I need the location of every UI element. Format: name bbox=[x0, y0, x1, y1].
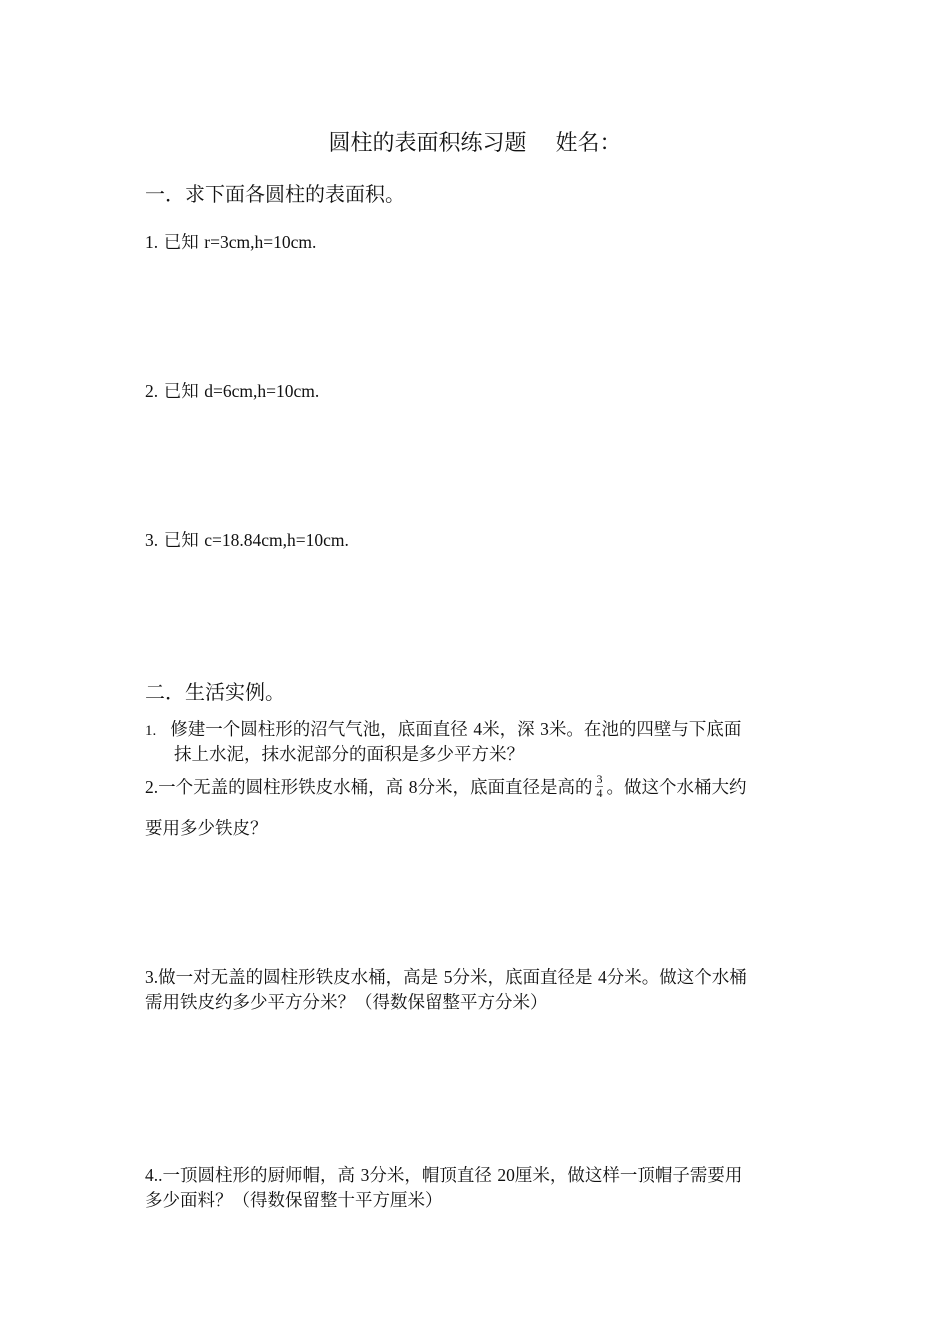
diameter-value: 4 bbox=[598, 967, 607, 987]
problem-text: 做一对无盖的圆柱形铁皮水桶，高是 bbox=[158, 968, 439, 988]
problem-4-line-1 bbox=[145, 1162, 742, 1187]
height-value: 5 bbox=[443, 967, 453, 987]
question-3 bbox=[145, 527, 349, 552]
problem-text: 米。在池的四壁与下底面 bbox=[548, 720, 742, 740]
problem-text: 米，深 bbox=[482, 720, 535, 740]
question-2 bbox=[145, 378, 319, 403]
problem-number: 3. bbox=[145, 967, 159, 987]
section-1-heading: 一．求下面各圆柱的表面积。 bbox=[145, 182, 405, 206]
question-given: r=3cm,h=10cm. bbox=[204, 232, 317, 252]
problem-number: 2. bbox=[145, 777, 159, 797]
problem-text: 分米，帽顶直径 bbox=[369, 1166, 492, 1186]
problem-number: 4.. bbox=[145, 1165, 163, 1185]
fraction-numerator: 3 bbox=[596, 771, 603, 786]
fraction bbox=[595, 773, 603, 800]
height-value: 8 bbox=[408, 777, 418, 797]
problem-3-line-1 bbox=[145, 964, 747, 989]
question-number: 2. bbox=[145, 381, 159, 401]
problem-text: 厘米，做这样一顶帽子需要用 bbox=[514, 1166, 743, 1186]
problem-number: 1. bbox=[145, 723, 157, 739]
diameter-value: 20 bbox=[497, 1165, 515, 1185]
question-prefix: 已知 bbox=[163, 382, 199, 402]
section-2-heading: 二．生活实例。 bbox=[145, 680, 285, 704]
problem-text: 修建一个圆柱形的沼气气池，底面直径 bbox=[170, 720, 468, 740]
problem-text: 分米，底面直径是 bbox=[452, 968, 593, 988]
question-number: 3. bbox=[145, 530, 159, 550]
problem-1-line-2: 抹上水泥，抹水泥部分的面积是多少平方米？ bbox=[174, 745, 524, 765]
problem-4-line-2: 多少面料？（得数保留整十平方厘米） bbox=[145, 1191, 443, 1211]
problem-2-line-2: 要用多少铁皮？ bbox=[145, 819, 268, 839]
problem-text: 一个无盖的圆柱形铁皮水桶，高 bbox=[158, 778, 404, 798]
page-title: 圆柱的表面积练习题 姓名： bbox=[328, 131, 622, 156]
problem-3-line-2: 需用铁皮约多少平方分米？（得数保留整平方分米） bbox=[145, 993, 548, 1013]
height-value: 3 bbox=[360, 1165, 370, 1185]
fraction-denominator: 4 bbox=[596, 785, 603, 800]
problem-text: 一顶圆柱形的厨师帽，高 bbox=[162, 1166, 355, 1186]
problem-1-line-1 bbox=[145, 716, 741, 741]
problem-2-line-1 bbox=[145, 771, 747, 802]
question-prefix: 已知 bbox=[163, 233, 199, 253]
problem-text: 分米，底面直径是高的 bbox=[417, 778, 593, 798]
problem-text: 分米。做这个水桶 bbox=[606, 968, 747, 988]
question-prefix: 已知 bbox=[163, 531, 199, 551]
problem-text: 。做这个水桶大约 bbox=[606, 778, 747, 798]
depth-value: 3 bbox=[540, 719, 549, 739]
question-1 bbox=[145, 229, 316, 254]
question-number: 1. bbox=[145, 232, 159, 252]
question-given: c=18.84cm,h=10cm. bbox=[204, 530, 349, 550]
diameter-value: 4 bbox=[473, 719, 483, 739]
question-given: d=6cm,h=10cm. bbox=[204, 381, 320, 401]
